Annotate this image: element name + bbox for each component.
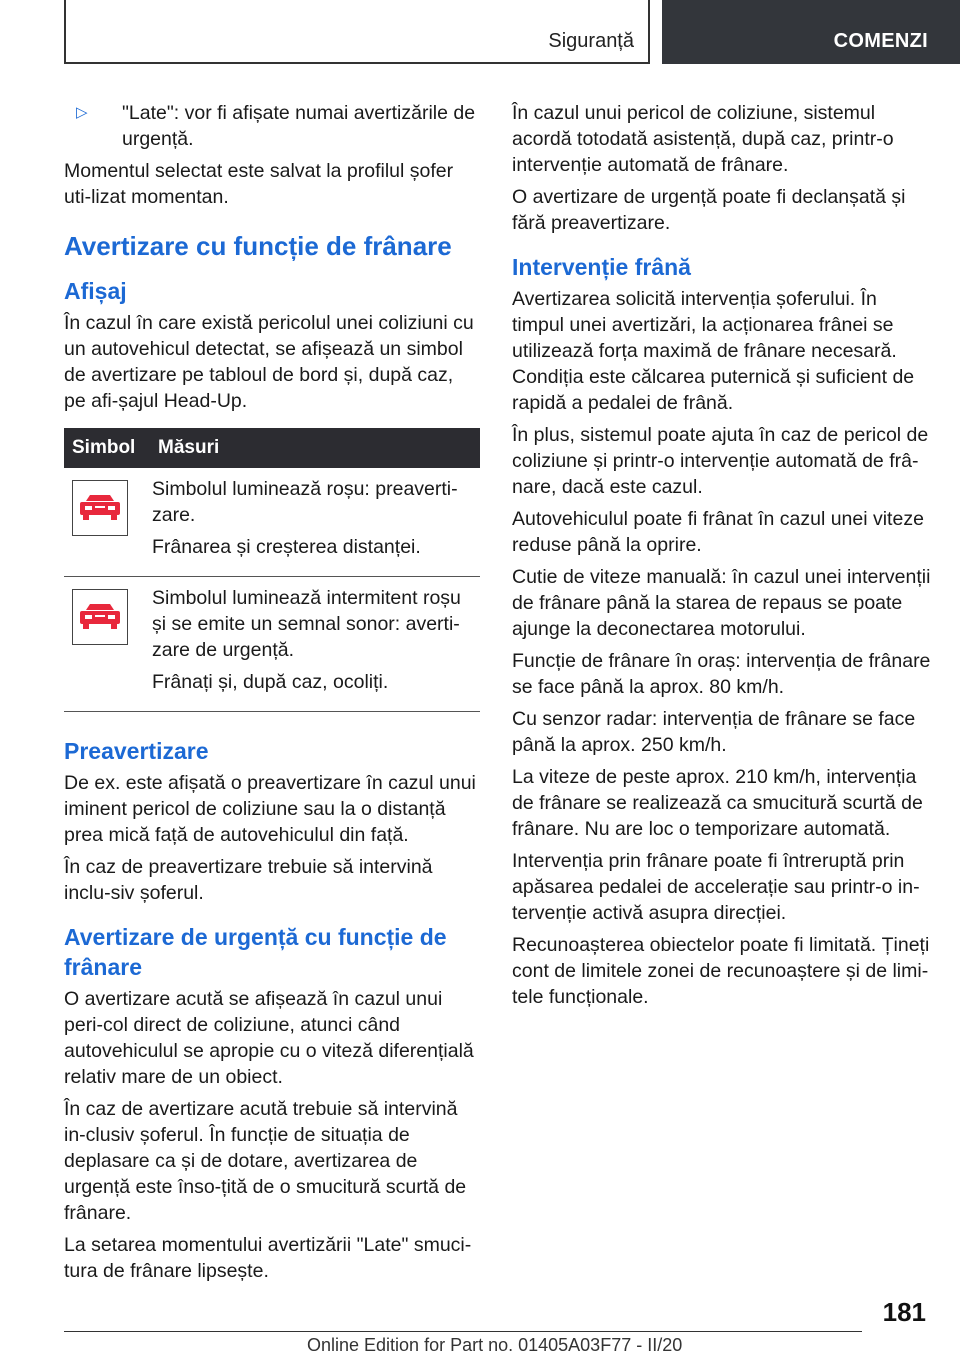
paragraph: O avertizare de urgență poate fi declanșată și fără preavertizare.: [512, 186, 906, 234]
bullet-text: "Late": vor fi afișate numai avertizările de urgență.: [122, 102, 476, 150]
footer-divider: [64, 1331, 862, 1332]
heading-interventie-frana: Intervenție frână: [512, 254, 691, 280]
paragraph: Intervenția prin frânare poate fi întreruptă prin apăsarea pedalei de accelerație sau printr-o in-tervenție activă asupra direcției.: [512, 850, 920, 924]
header-chapter-tab[interactable]: [662, 0, 960, 64]
paragraph: În cazul în care există pericolul unei coliziuni cu un autovehicul detectat, se afișează un simbol de avertizare pe tabloul de bord și, după caz, pe afi-șajul Head-Up.: [64, 312, 474, 412]
table-row: [64, 577, 480, 712]
paragraph: La setarea momentului avertizării "Late" smuci-tura de frânare lipsește.: [64, 1234, 472, 1282]
right-column: [512, 100, 932, 1016]
paragraph: De ex. este afișată o preavertizare în cazul unui iminent pericol de coliziune sau la o distanță prea mică față de autovehiculul din față.: [64, 772, 476, 846]
paragraph: La viteze de peste aprox. 210 km/h, intervenția de frânare se realizează ca smucitură scurtă de frânare. Nu are loc o temporizare automată.: [512, 766, 923, 840]
paragraph: Cutie de viteze manuală: în cazul unei intervenții de frânare până la starea de repaus se poate ajunge la deconectarea motorului.: [512, 566, 931, 640]
header-chapter-label: COMENZI: [833, 30, 928, 52]
paragraph: Momentul selectat este salvat la profilul șofer uti-lizat momentan.: [64, 160, 454, 208]
paragraph: O avertizare acută se afișează în cazul unui peri-col direct de coliziune, atunci când autovehiculul se apropie cu o viteză diferențială relativ mare de un obiect.: [64, 988, 474, 1088]
table-row: [64, 468, 480, 577]
header-section-label: Siguranță: [548, 30, 634, 52]
paragraph: Cu senzor radar: intervenția de frânare se face până la aprox. 250 km/h.: [512, 708, 916, 756]
footer-edition: Online Edition for Part no. 01405A03F77 - II/20: [307, 1335, 683, 1355]
heading-urgenta: Avertizare de urgență cu funcție de frânare: [64, 924, 447, 980]
collision-warning-icon: [72, 480, 128, 536]
page-number: 181: [882, 1297, 926, 1327]
paragraph: În cazul unui pericol de coliziune, sistemul acordă totodată asistență, după caz, printr-o intervenție automată de frânare.: [512, 102, 894, 176]
heading-afisaj: Afișaj: [64, 278, 127, 304]
paragraph: În caz de preavertizare trebuie să intervină inclu-siv șoferul.: [64, 856, 433, 904]
paragraph: Funcție de frânare în oraș: intervenția de frânare se face până la aprox. 80 km/h.: [512, 650, 931, 698]
paragraph: Autovehiculul poate fi frânat în cazul unei viteze reduse până la oprire.: [512, 508, 924, 556]
table-header-symbol: Simbol: [64, 428, 152, 468]
header-section-tab[interactable]: [64, 0, 650, 64]
heading-main: Avertizare cu funcție de frânare: [64, 231, 452, 261]
list-item: [64, 100, 480, 152]
triangle-bullet-icon: ▷: [76, 104, 88, 121]
row-text: Frânați și, după caz, ocoliți.: [152, 671, 389, 693]
paragraph: În caz de avertizare acută trebuie să intervină in-clusiv șoferul. În funcție de situația de deplasare ca și de dotare, avertizarea de urgență este înso-țită de o smucitură scurtă de frânare.: [64, 1098, 467, 1224]
row-text: Simbolul luminează roșu: preaverti-zare.: [152, 478, 458, 526]
paragraph: Recunoașterea obiectelor poate fi limitată. Țineți cont de limitele zonei de recunoaștere și de limi-tele funcționale.: [512, 934, 930, 1008]
paragraph: Avertizarea solicită intervenția șoferului. În timpul unei avertizări, la acționarea frânei se utilizează forța maximă de frânare necesară. Condiția este călcarea puternică și suficient de rapidă a pedalei de frână.: [512, 288, 915, 414]
collision-warning-icon: [72, 589, 128, 645]
left-column: [64, 100, 480, 1290]
heading-preavertizare: Preavertizare: [64, 738, 209, 764]
row-text: Simbolul luminează intermitent roșu și se emite un semnal sonor: averti-zare de urgență.: [152, 587, 461, 661]
symbol-table: [64, 428, 480, 712]
table-header-measures: Măsuri: [152, 428, 480, 468]
paragraph: În plus, sistemul poate ajuta în caz de pericol de coliziune și printr-o intervenție automată de frâ-nare, dacă este cazul.: [512, 424, 929, 498]
row-text: Frânarea și creșterea distanței.: [152, 536, 421, 558]
